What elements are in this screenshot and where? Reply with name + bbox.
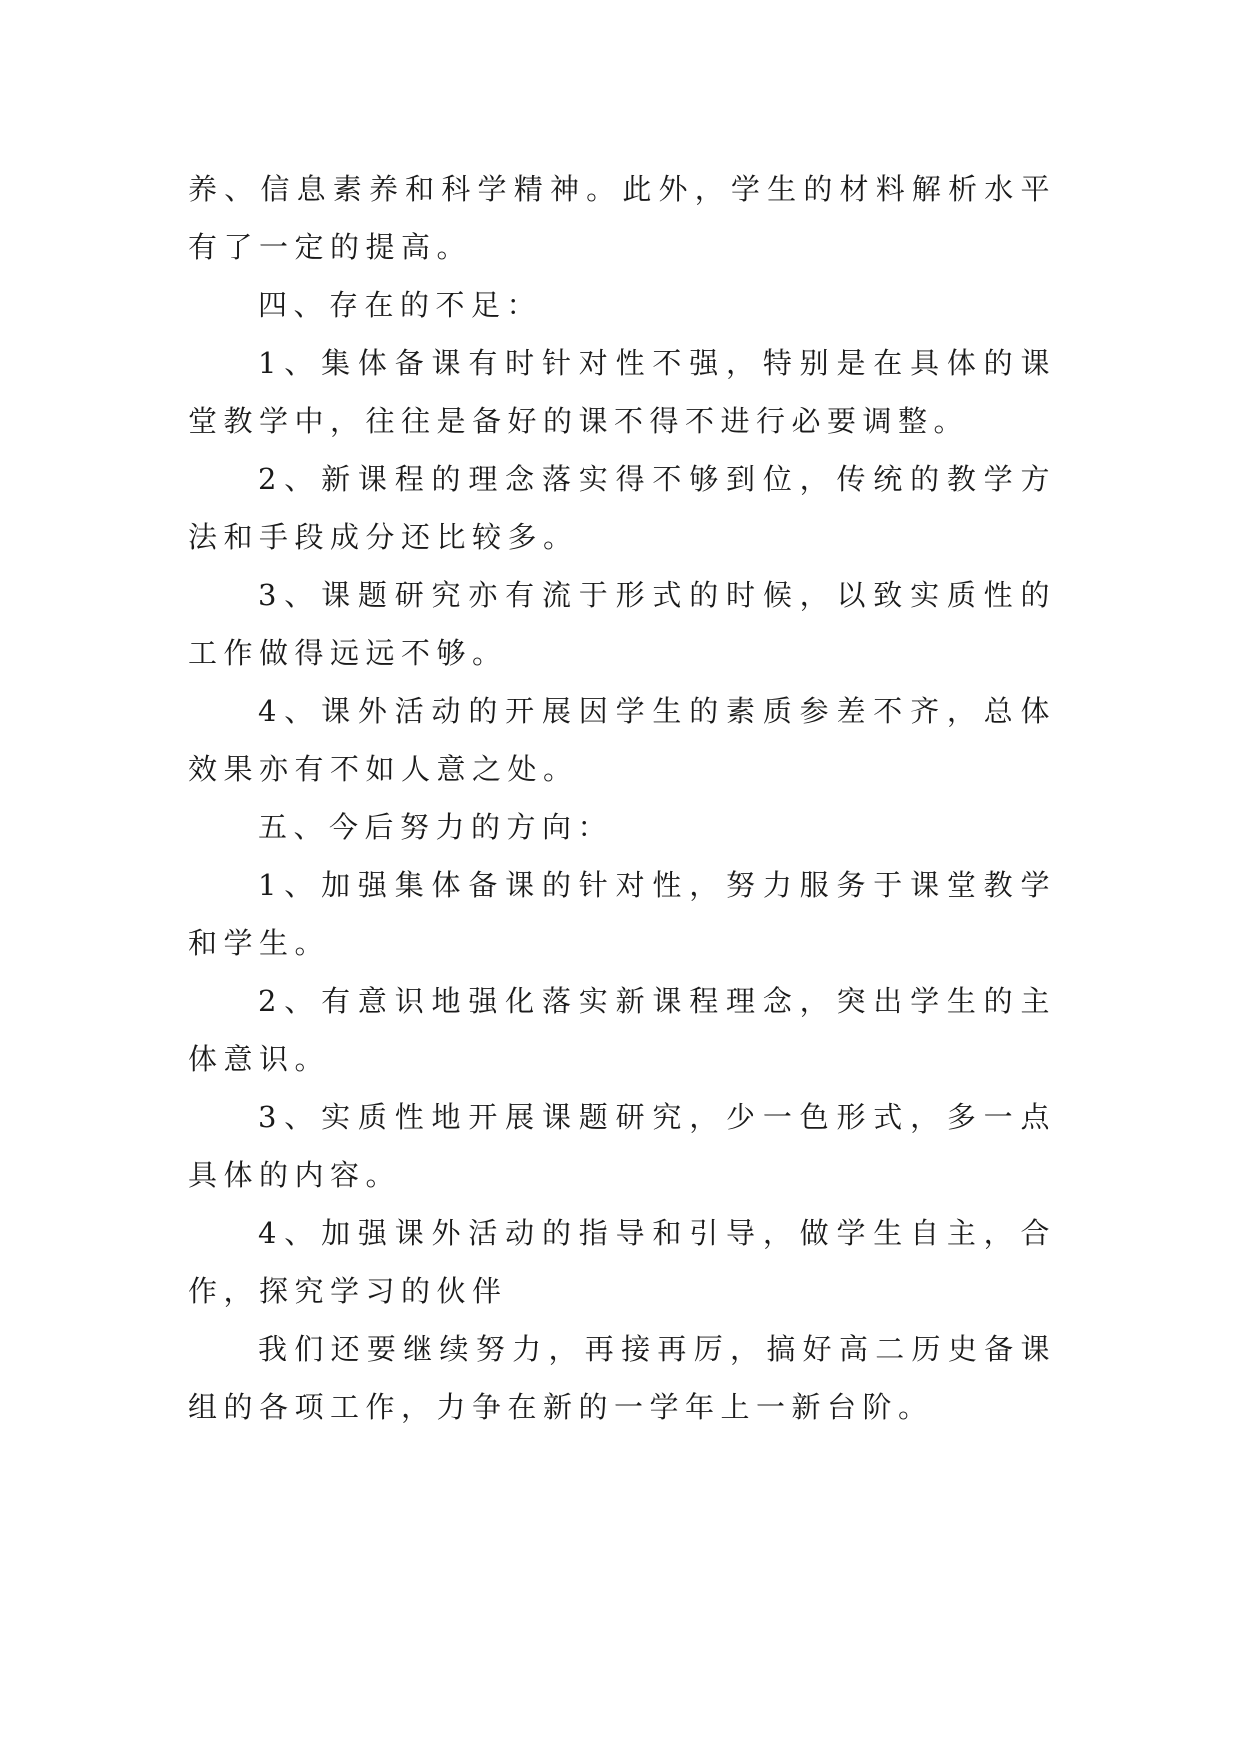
shortcoming-item-4: 4、课外活动的开展因学生的素质参差不齐，总体效果亦有不如人意之处。 [188,694,1056,786]
document-body [188,160,1056,1436]
shortcoming-item-2: 2、新课程的理念落实得不够到位，传统的教学方法和手段成分还比较多。 [188,462,1056,554]
section-heading-shortcomings: 四、存在的不足： [258,288,543,322]
section-heading-future-direction: 五、今后努力的方向： [258,810,614,844]
paragraph-continuation: 养、信息素养和科学精神。此外，学生的材料解析水平有了一定的提高。 [188,172,1056,264]
closing-paragraph: 我们还要继续努力，再接再厉，搞好高二历史备课组的各项工作，力争在新的一学年上一新台阶。 [188,1332,1056,1424]
shortcoming-item-1: 1、集体备课有时针对性不强，特别是在具体的课堂教学中，往往是备好的课不得不进行必要调整。 [188,346,1056,438]
direction-item-2: 2、有意识地强化落实新课程理念，突出学生的主体意识。 [188,984,1056,1076]
direction-item-4: 4、加强课外活动的指导和引导，做学生自主，合作，探究学习的伙伴 [188,1216,1056,1308]
direction-item-1: 1、加强集体备课的针对性，努力服务于课堂教学和学生。 [188,868,1056,960]
shortcoming-item-3: 3、课题研究亦有流于形式的时候，以致实质性的工作做得远远不够。 [188,578,1056,670]
direction-item-3: 3、实质性地开展课题研究，少一色形式，多一点具体的内容。 [188,1100,1056,1192]
